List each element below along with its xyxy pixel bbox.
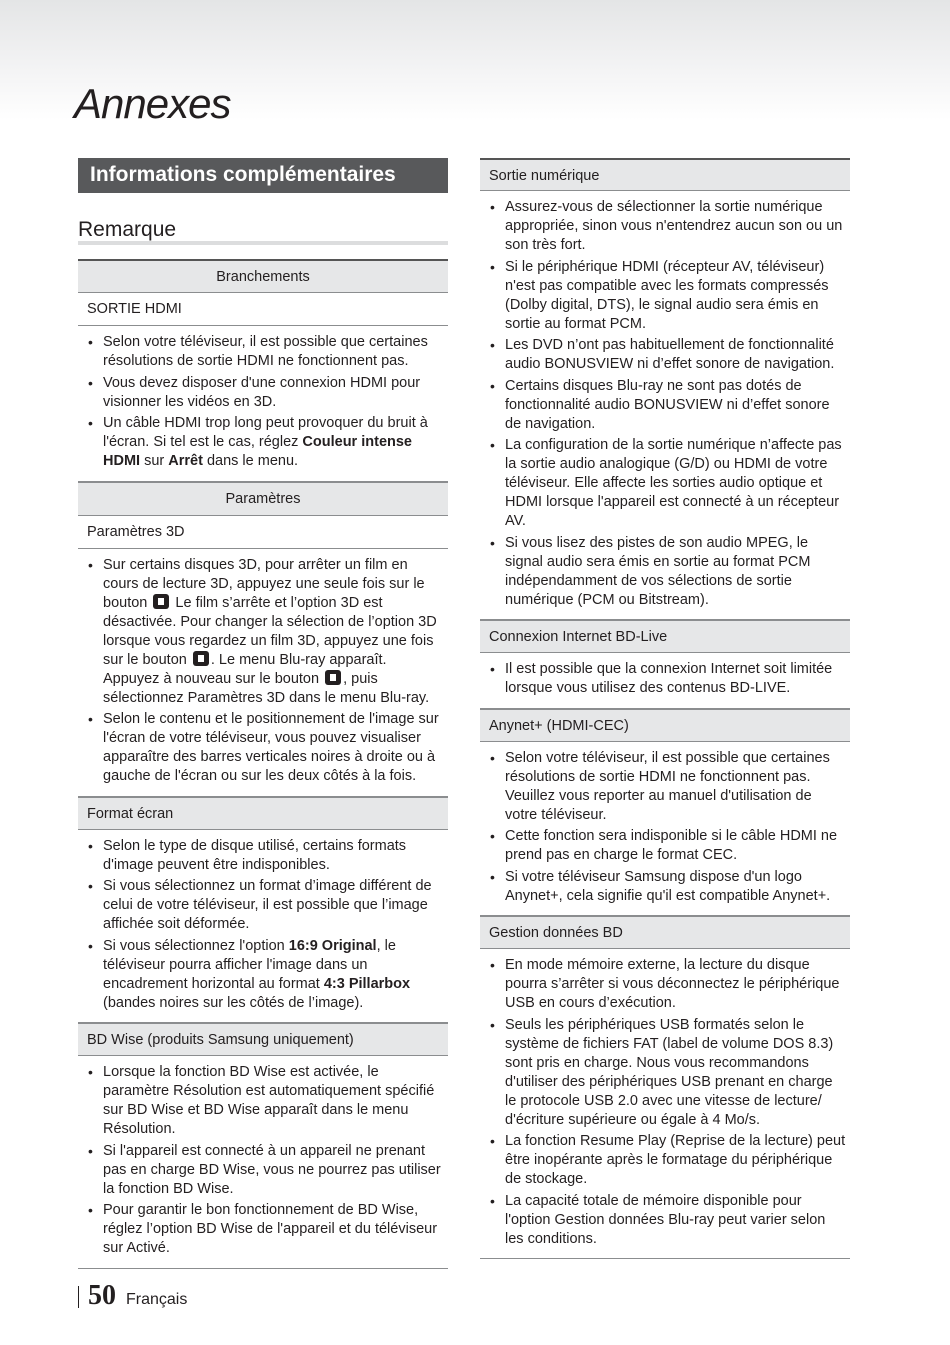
text: dans le menu.	[202, 453, 299, 469]
text: (bandes noires sur les côtés de l’image).	[103, 994, 364, 1011]
item-header-bd-wise: BD Wise (produits Samsung uniquement)	[78, 1023, 448, 1056]
option-name: 16:9 Original	[288, 937, 377, 954]
anynet-list	[480, 742, 850, 917]
list-item: • Si le périphérique HDMI (récepteur AV, téléviseur) n'est pas compatible avec les formats compressés (Dolby digital, DTS), le signal audio sera émis en sortie au format PCM.	[480, 258, 846, 334]
item-header-bd-live: Connexion Internet BD-Live	[480, 620, 850, 653]
list-item: • Pour garantir le bon fonctionnement de BD Wise, réglez l’option BD Wise de l'appareil et du téléviseur sur Activé.	[78, 1201, 444, 1258]
parametres-3d-list	[78, 549, 448, 797]
section-title: Informations complémentaires	[78, 158, 448, 193]
list-item: • Il est possible que la connexion Internet soit limitée lorsque vous utilisez des contenus BD-LIVE.	[480, 660, 846, 698]
item-header-sortie-numerique: Sortie numérique	[480, 158, 850, 191]
item-header-format-ecran: Format écran	[78, 797, 448, 830]
item-header-anynet: Anynet+ (HDMI-CEC)	[480, 709, 850, 742]
item-header-parametres-3d: Paramètres 3D	[78, 516, 448, 549]
list-item: • Selon le type de disque utilisé, certains formats d'image peuvent être indisponibles.	[78, 837, 444, 875]
setting-name: Couleur intense HDMI	[103, 434, 412, 469]
list-item: • Assurez-vous de sélectionner la sortie numérique appropriée, sinon vous n'entendrez aucun son ou un son très fort.	[480, 198, 846, 255]
list-item	[78, 414, 444, 471]
list-item: • Selon votre téléviseur, il est possible que certaines résolutions de sortie HDMI ne fonctionnent pas. Veuillez vous reporter au manuel d'utilisation de votre téléviseur.	[480, 749, 846, 825]
text: Si vous sélectionnez l'option	[103, 937, 289, 954]
list-item	[78, 556, 444, 708]
footer-divider	[78, 1286, 79, 1308]
text: Le film s’arrête et l’option 3D est désactivée. Pour changer la sélection de l’option 3D lorsque vous regardez un film 3D, appuyez une fois sur le bouton	[103, 594, 437, 668]
right-column	[480, 158, 850, 1259]
text: Un câble HDMI trop long peut provoquer du bruit à l'écran. Si tel est le cas, réglez	[103, 415, 428, 450]
text: , puis sélectionnez Paramètres 3D dans le menu Blu-ray.	[103, 670, 430, 706]
page-number: 50	[88, 1280, 116, 1311]
list-item: • La capacité totale de mémoire disponible pour l'option Gestion données Blu-ray peut varier selon les conditions.	[480, 1192, 846, 1249]
item-header-sortie-hdmi: SORTIE HDMI	[78, 293, 448, 326]
list-item: • Si l'appareil est connecté à un appareil ne prenant pas en charge BD Wise, vous ne pourrez pas utiliser la fonction BD Wise.	[78, 1142, 444, 1199]
list-item: • Selon votre téléviseur, il est possible que certaines résolutions de sortie HDMI ne fonctionnent pas.	[78, 333, 444, 371]
chapter-title: Annexes	[74, 80, 231, 127]
page-language: Français	[126, 1291, 188, 1308]
stop-button-icon	[325, 670, 341, 685]
list-item: • Cette fonction sera indisponible si le câble HDMI ne prend pas en charge le format CEC.	[480, 827, 846, 865]
list-item: • Certains disques Blu-ray ne sont pas dotés de fonctionnalité audio BONUSVIEW ni d’effet sonore de navigation.	[480, 377, 846, 434]
bd-wise-list	[78, 1056, 448, 1269]
gestion-donnees-list	[480, 949, 850, 1259]
format-ecran-list	[78, 830, 448, 1024]
list-item: • Si vous lisez des pistes de son audio MPEG, le signal audio sera émis en sortie au format PCM indépendamment de vos sélections de sortie numérique (PCM ou Bitstream).	[480, 534, 846, 610]
text: Sur certains disques 3D, pour arrêter un film en cours de lecture 3D, appuyez une seule fois sur le bouton	[103, 556, 425, 611]
text: , le téléviseur pourra afficher l'image dans un encadrement horizontal au format	[103, 937, 396, 992]
sortie-numerique-list	[480, 191, 850, 620]
text: sur	[140, 453, 169, 469]
list-item: • Les DVD n’ont pas habituellement de fonctionnalité audio BONUSVIEW ni d’effet sonore de navigation.	[480, 336, 846, 374]
list-item: • Selon le contenu et le positionnement de l'image sur l'écran de votre téléviseur, vous pouvez visualiser apparaître des barres verticales noires à droite ou à gauche de l'écran ou sur les deux côtés à la fois.	[78, 710, 444, 786]
list-item: • La configuration de la sortie numérique n’affecte pas la sortie audio analogique (G/D) ou HDMI de votre téléviseur. Elle affecte les sorties audio optique et HDMI lorsque l'appareil est connecté à un récepteur AV.	[480, 436, 846, 531]
item-header-gestion-donnees: Gestion données BD	[480, 916, 850, 949]
list-item: • Seuls les périphériques USB formatés selon le système de fichiers FAT (label de volume DOS 8.3) sont pris en charge. Nous vous recommandons d'utiliser des périphériques USB prenant en charge le protocole USB 2.0 avec une vitesse de lecture/ d'écriture supérieure ou égale à 4 Mo/s.	[480, 1016, 846, 1130]
text: . Le menu Blu-ray apparaît. Appuyez à nouveau sur le bouton	[103, 651, 387, 687]
list-item: • Lorsque la fonction BD Wise est activée, le paramètre Résolution est automatiquement spécifié sur BD Wise et BD Wise apparaît dans le menu Résolution.	[78, 1063, 444, 1139]
list-item: • En mode mémoire externe, la lecture du disque pourra s’arrêter si vous déconnectez le périphérique USB en cours d’exécution.	[480, 956, 846, 1013]
stop-button-icon	[153, 594, 169, 609]
list-item: • Si vous sélectionnez un format d’image différent de celui de votre téléviseur, il est possible que l’image affichée soit déformée.	[78, 877, 444, 934]
group-header-parametres: Paramètres	[78, 482, 448, 516]
sortie-hdmi-list	[78, 326, 448, 482]
list-item: • Vous devez disposer d'une connexion HDMI pour visionner les vidéos en 3D.	[78, 374, 444, 412]
setting-value: Arrêt	[168, 453, 203, 469]
option-name: 4:3 Pillarbox	[323, 975, 411, 992]
list-item	[78, 937, 444, 1013]
stop-button-icon	[193, 651, 209, 666]
list-item: • La fonction Resume Play (Reprise de la lecture) peut être inopérante après le formatage du périphérique de stockage.	[480, 1132, 846, 1189]
list-item: • Si votre téléviseur Samsung dispose d'un logo Anynet+, cela signifie qu'il est compatible Anynet+.	[480, 868, 846, 906]
subsection-title: Remarque	[78, 215, 448, 245]
left-column	[78, 158, 448, 1269]
group-header-branchements: Branchements	[78, 259, 448, 293]
bd-live-list	[480, 653, 850, 709]
